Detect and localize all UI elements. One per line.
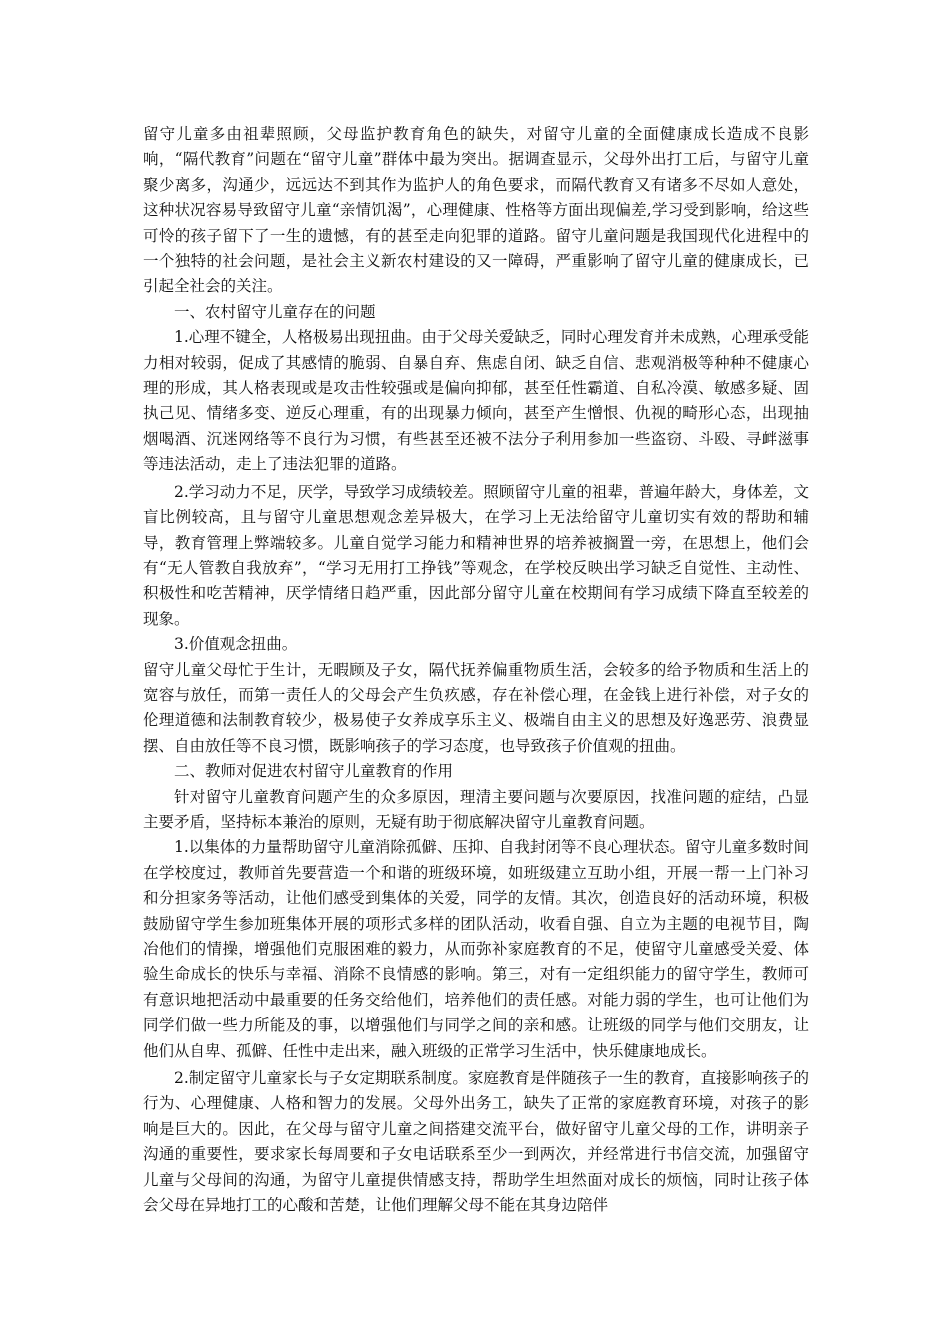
paragraph-intro: 留守儿童多由祖辈照顾，父母监护教育角色的缺失，对留守儿童的全面健康成长造成不良影响，“隔代教育”问题在“留守儿童”群体中最为突出。据调查显示，父母外出打工后，与留守儿童聚少离多，沟通少，远远达不到其作为监护人的角色要求，而隔代教育又有诸多不尽如人意处，这种状况容易导致留守儿童“亲情饥渴”，心理健康、性格等方面出现偏差,学习受到影响，给这些可怜的孩子留下了一生的遗憾，有的甚至走向犯罪的道路。留守儿童问题是我国现代化进程中的一个独特的社会问题，是社会主义新农村建设的又一障碍，严重影响了留守儿童的健康成长，已引起全社会的关注。 [143, 125, 809, 296]
section-heading-teachers: 二、教师对促进农村留守儿童教育的作用 [174, 762, 454, 781]
subheading-values: 3.价值观念扭曲。 [174, 635, 298, 654]
paragraph-learning: 2.学习动力不足，厌学，导致学习成绩较差。照顾留守儿童的祖辈，普遍年龄大，身体差，文盲比例较高，且与留守儿童思想观念差异极大，在学习上无法给留守儿童切实有效的帮助和辅导，教育管理上弊端较多。儿童自觉学习能力和精神世界的培养被搁置一旁，在思想上，他们会有“无人管教自我放弃”，“学习无用打工挣钱”等观念，在学校反映出学习缺乏自觉性、主动性、积极性和吃苦精神，厌学情绪日趋严重，因此部分留守儿童在校期间有学习成绩下降直至较差的现象。 [143, 482, 809, 628]
paragraph-values: 留守儿童父母忙于生计，无暇顾及子女，隔代抚养偏重物质生活，会较多的给予物质和生活上的宽容与放任，而第一责任人的父母会产生负疚感，存在补偿心理，在金钱上进行补偿，对子女的伦理道德和法制教育较少，极易使子女养成享乐主义、极端自由主义的思想及好逸恶劳、浪费显摆、自由放任等不良习惯，既影响孩子的学习态度，也导致孩子价值观的扭曲。 [143, 660, 809, 755]
paragraph-parent-contact: 2.制定留守儿童家长与子女定期联系制度。家庭教育是伴随孩子一生的教育，直接影响孩子的行为、心理健康、人格和智力的发展。父母外出务工，缺失了正常的家庭教育环境，对孩子的影响是巨大的。因此，在父母与留守儿童之间搭建交流平台，做好留守儿童父母的工作，讲明亲子沟通的重要性，要求家长每周要和子女电话联系至少一到两次，并经常进行书信交流，加强留守儿童与父母间的沟通，为留守儿童提供情感支持，帮助学生坦然面对成长的烦恼，同时让孩子体会父母在异地打工的心酸和苦楚，让他们理解父母不能在其身边陪伴 [143, 1069, 809, 1215]
document-page [143, 122, 809, 1218]
paragraph-causes: 针对留守儿童教育问题产生的众多原因，理清主要问题与次要原因，找准问题的症结，凸显主要矛盾，坚持标本兼治的原则，无疑有助于彻底解决留守儿童教育问题。 [143, 787, 809, 831]
paragraph-collective: 1.以集体的力量帮助留守儿童消除孤僻、压抑、自我封闭等不良心理状态。留守儿童多数时间在学校度过，教师首先要营造一个和谐的班级环境，如班级建立互助小组，开展一帮一上门补习和分担家务等活动，让他们感受到集体的关爱，同学的友情。其次，创造良好的活动环境，积极鼓励留守学生参加班集体开展的项形式多样的团队活动，收看自强、自立为主题的电视节目，陶冶他们的情操，增强他们克服困难的毅力，从而弥补家庭教育的不足，使留守儿童感受关爱、体验生命成长的快乐与幸福、消除不良情感的影响。第三，对有一定组织能力的留守学生，教师可有意识地把活动中最重要的任务交给他们，培养他们的责任感。对能力弱的学生，也可让他们为同学们做一些力所能及的事，以增强他们与同学之间的亲和感。让班级的同学与他们交朋友，让他们从自卑、孤僻、任性中走出来，融入班级的正常学习生活中，快乐健康地成长。 [143, 838, 809, 1060]
section-heading-problems: 一、农村留守儿童存在的问题 [174, 302, 376, 321]
paragraph-psychology: 1.心理不键全，人格极易出现扭曲。由于父母关爱缺乏，同时心理发育并未成熟，心理承受能力相对较弱，促成了其感情的脆弱、自暴自弃、焦虑自闭、缺乏自信、悲观消极等种种不健康心理的形成，其人格表现或是攻击性较强或是偏向抑郁，甚至任性霸道、自私冷漠、敏感多疑、固执己见、情绪多变、逆反心理重，有的出现暴力倾向，甚至产生憎恨、仇视的畸形心态，出现抽烟喝酒、沉迷网络等不良行为习惯，有些甚至还被不法分子利用参加一些盗窃、斗殴、寻衅滋事等违法活动，走上了违法犯罪的道路。 [143, 328, 809, 474]
